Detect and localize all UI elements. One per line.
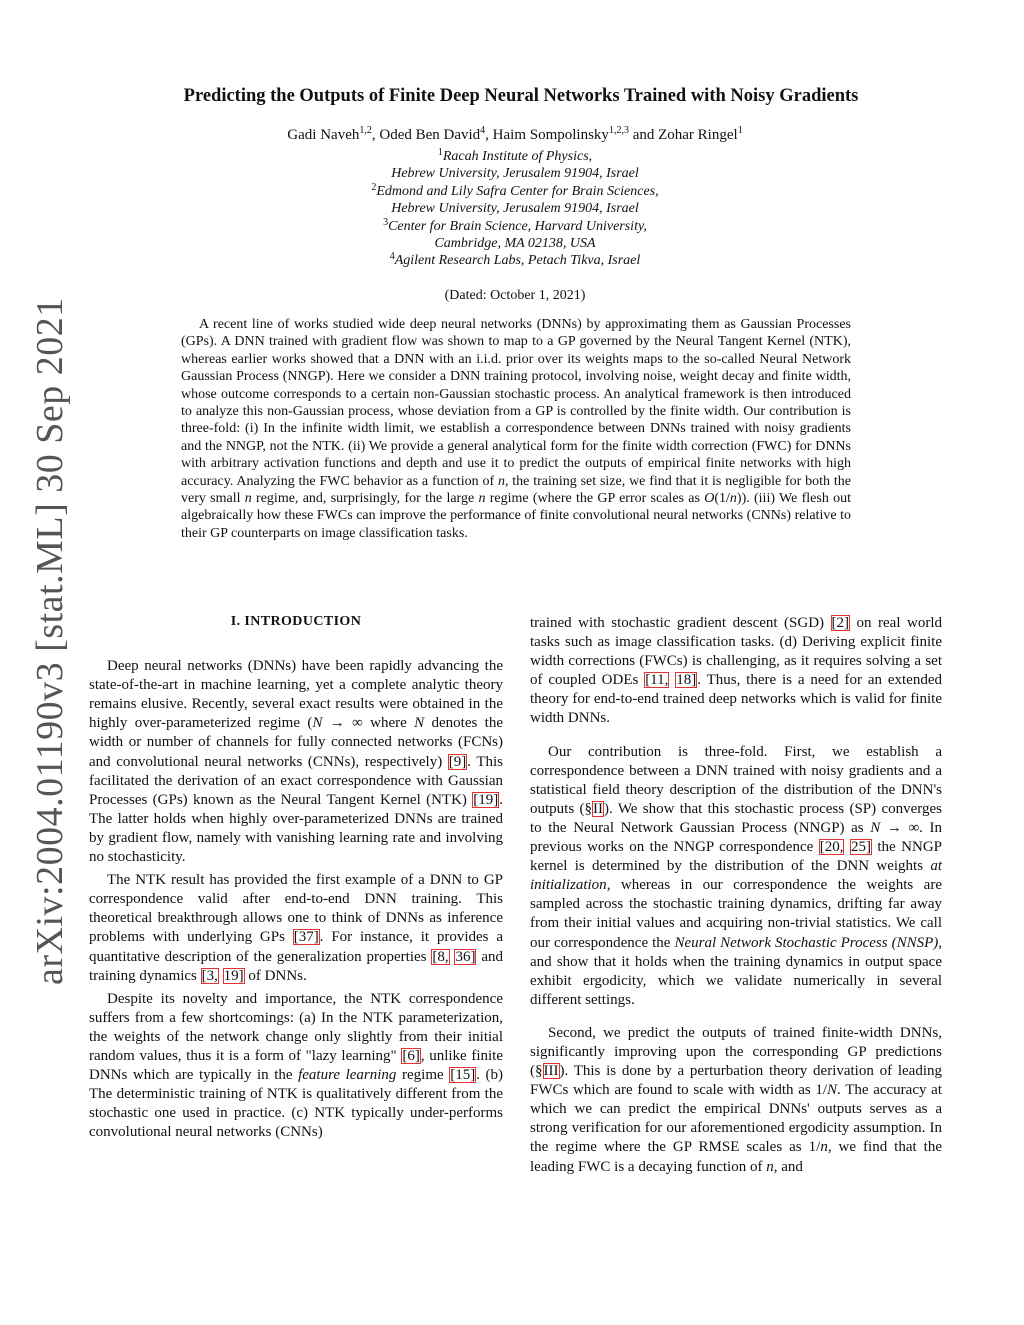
citation-link[interactable]: [11, <box>645 672 669 689</box>
author-affil-sup: 1,2,3 <box>608 125 629 136</box>
affiliation-line: Hebrew University, Jerusalem 91904, Israel <box>391 201 639 217</box>
affiliation-line <box>200 252 830 269</box>
citation-link[interactable]: [20, <box>819 839 844 856</box>
citation-link[interactable]: [37] <box>293 929 319 946</box>
affil-number: 1 <box>437 147 443 158</box>
citation-link[interactable]: [9] <box>448 753 467 770</box>
right-column <box>530 614 942 1178</box>
affiliation-list <box>200 148 830 270</box>
citation-link[interactable]: 25] <box>850 839 871 856</box>
paragraph: Despite its novelty and importance, the NTK correspondence suffers from a few shortcomings: (a) In the NTK parameterization, the weights of the network change only slightly from their initial random values, thus it is a form of "lazy learning" [6], unlike finite DNNs which are typically in the feature learning regime [15]. (b) The deterministic training of NTK is qualitatively different from the stochastic one used in practice. (c) NTK typically under-performs convolutional neural networks (CNNs) <box>89 990 504 1141</box>
affiliation-line <box>200 148 830 165</box>
paper-title: Predicting the Outputs of Finite Deep Neural Networks Trained with Noisy Gradients <box>183 86 859 106</box>
citation-link[interactable]: [6] <box>402 1047 420 1064</box>
affiliation-line: Cambridge, MA 02138, USA <box>434 236 596 252</box>
citation-link[interactable]: [3, <box>201 967 218 984</box>
dated-line: (Dated: October 1, 2021) <box>444 288 586 303</box>
arxiv-side-stamp: arXiv:2004.01190v3 [stat.ML] 30 Sep 2021 <box>29 297 71 985</box>
affil-text: Edmond and Lily Safra Center for Brain Sciences, <box>376 183 659 199</box>
affil-number: 3 <box>383 216 389 228</box>
citation-link[interactable]: 36] <box>455 948 476 965</box>
author-name: Gadi Naveh <box>287 127 360 143</box>
author-affil-sup: 1 <box>737 125 743 136</box>
citation-link[interactable]: [8, <box>432 948 449 965</box>
citation-link[interactable]: [15] <box>450 1067 476 1084</box>
paragraph: Deep neural networks (DNNs) have been rapidly advancing the state-of-the-art in machine learning, yet a complete analytic theory remains elusive. Recently, several exact results were obtained in the highly over-parameterized regime (N → ∞ where N denotes the width or number of channels for fully connected networks (FCNs) and convolutional neural networks (CNNs), respectively) [9]. This facilitated the derivation of an exact correspondence with Gaussian Processes (GPs) known as the Neural Tangent Kernel (NTK) [19]. The latter holds when highly over-parameterized DNNs are trained by gradient flow, namely with vanishing learning rate and involving no stochasticity. <box>89 658 503 866</box>
paragraph: trained with stochastic gradient descent (SGD) [2] on real world tasks such as image classification tasks. (d) Deriving explicit finite width corrections (FWCs) is challenging, as it requires solving a set of coupled ODEs [11, 18]. Thus, there is a need for an extended theory for end-to-end trained deep networks which is valid for finite width DNNs. <box>530 615 942 727</box>
citation-link[interactable]: 19] <box>223 967 244 984</box>
affil-number: 4 <box>389 251 395 263</box>
author-sep: , <box>485 127 493 143</box>
author-sep: , <box>371 127 380 143</box>
section-heading: I. INTRODUCTION <box>230 614 362 629</box>
paragraph: Our contribution is three-fold. First, we establish a correspondence between a DNN trained with noisy gradients and a statistical field theory description of the distribution of the DNN's outputs (§II). We show that this stochastic process (SP) converges to the Neural Network Gaussian Process (NNGP) as N → ∞. In previous works on the NNGP correspondence [20, 25] the NNGP kernel is determined by the distribution of the DNN weights at initialization, whereas in our correspondence the weights are sampled across the stochastic training dynamics, drifting far away from their initial values and acquiring non-trivial statistics. We call our correspondence the Neural Network Stochastic Process (NNSP), and show that it holds when the training dynamics in output space exhibit ergodicity, which we validate numerically in several different settings. <box>530 743 943 1008</box>
author-name: Oded Ben David <box>379 127 481 143</box>
affil-text: Agilent Research Labs, Petach Tikva, Israel <box>394 253 641 269</box>
author-affil-sup: 1,2 <box>359 125 372 136</box>
affil-text: Center for Brain Science, Harvard University, <box>388 218 647 234</box>
affiliation-line <box>200 183 830 200</box>
author-list <box>120 126 910 145</box>
paragraph: Second, we predict the outputs of trained finite-width DNNs, significantly improving upon the corresponding GP predictions (§III). This is done by a perturbation theory derivation of leading FWCs which are found to scale with width as 1/N. The accuracy at which we can predict the empirical DNNs' outputs serves as a strong verification for our aforementioned ergodicity assumption. In the regime where the GP RMSE scales as 1/n, we find that the leading FWC is a decaying function of n, and <box>530 1024 942 1175</box>
affil-number: 2 <box>371 181 377 193</box>
author-name: Haim Sompolinsky <box>492 127 609 143</box>
affiliation-line <box>200 218 830 235</box>
citation-link[interactable]: 18] <box>676 672 697 689</box>
author-sep: and <box>628 127 659 143</box>
left-column <box>89 610 503 1143</box>
author-name: Zohar Ringel <box>658 127 738 143</box>
section-link[interactable]: II <box>593 800 604 817</box>
abstract: A recent line of works studied wide deep neural networks (DNNs) by approximating them as Gaussian Processes (GPs). A DNN trained with gradient flow was shown to map to a GP governed by the Neural Tangent Kernel (NTK), whereas earlier works showed that a DNN with an i.i.d. prior over its weights maps to the so-called Neural Network Gaussian Process (NNGP). Here we consider a DNN training protocol, involving noise, weight decay and finite width, whose outcome corresponds to a certain non-Gaussian stochastic process. An analytical framework is then introduced to analyze this non-Gaussian process, whose deviation from a GP is controlled by the finite width. Our contribution is three-fold: (i) In the infinite width limit, we establish a correspondence between DNNs trained with noisy gradients and the NNGP, not the NTK. (ii) We provide a general analytical form for the finite width correction (FWC) for DNNs with arbitrary activation functions and depth and use it to predict the outputs of empirical finite networks with high accuracy. Analyzing the FWC behavior as a function of n, the training set size, we find that it is negligible for both the very small n regime, and, surprisingly, for the large n regime (where the GP error scales as O(1/n)). (iii) We flesh out algebraically how these FWCs can improve the performance of finite convolutional neural networks (CNNs) relative to their GP counterparts on image classification tasks. <box>181 317 852 541</box>
paragraph: The NTK result has provided the first example of a DNN to GP correspondence valid after end-to-end DNN training. This theoretical breakthrough allows one to think of DNNs as inference problems with underlying GPs [37]. For instance, it provides a quantitative description of the generalization properties [8, 36] and training dynamics [3, 19] of DNNs. <box>89 872 503 984</box>
section-link[interactable]: III <box>543 1063 559 1080</box>
citation-link[interactable]: [2] <box>831 615 850 631</box>
affil-text: Racah Institute of Physics, <box>442 149 593 164</box>
author-affil-sup: 4 <box>480 125 486 136</box>
affiliation-line: Hebrew University, Jerusalem 91904, Israel <box>391 166 639 182</box>
citation-link[interactable]: [19] <box>473 791 499 808</box>
